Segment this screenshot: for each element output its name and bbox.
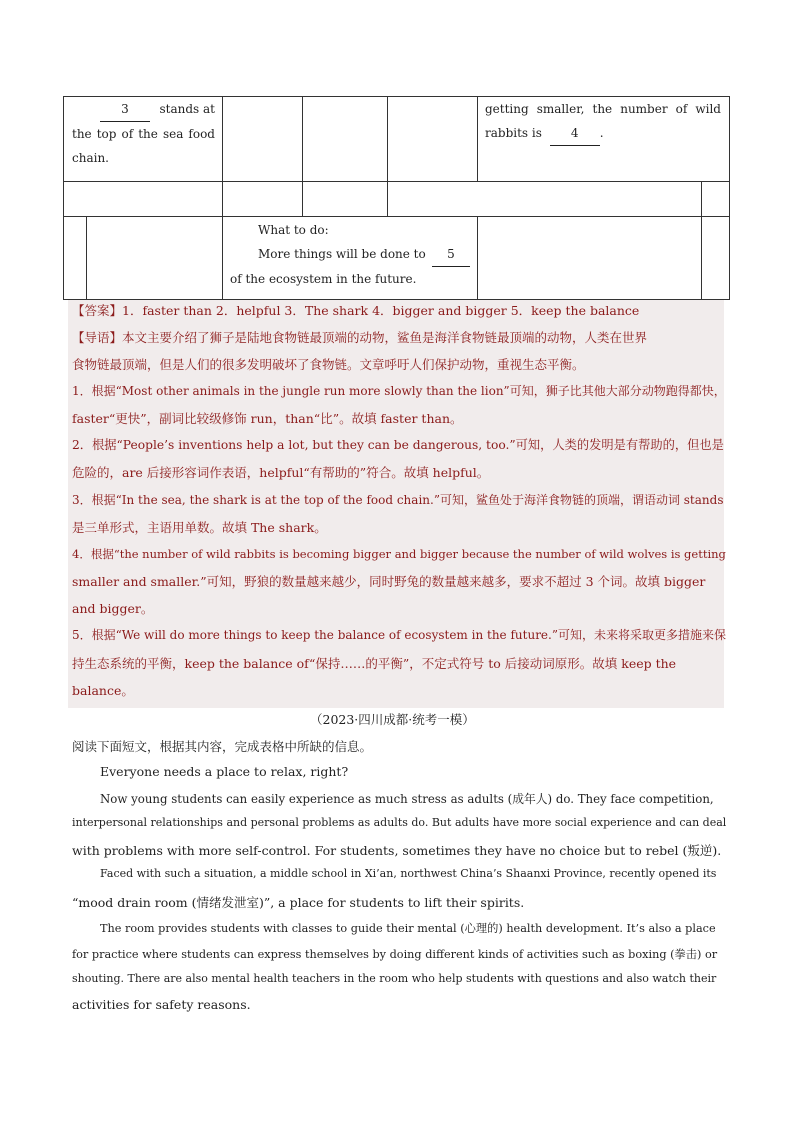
cell-text: More things will be done to bbox=[258, 247, 426, 261]
table-border bbox=[477, 216, 478, 300]
passage-line: “mood drain room (情绪发泄室)”, a place for students to lift their spirits. bbox=[72, 895, 525, 910]
answer-summary: 【答案】1．faster than 2．helpful 3．The shark 4．bigger and bigger 5．keep the balance bbox=[72, 303, 640, 318]
table-border bbox=[63, 216, 729, 217]
blank-5: 5 bbox=[432, 242, 470, 267]
passage-line: for practice where students can express themselves by doing different kinds of activities such as boxing (拳击) or bbox=[72, 948, 718, 961]
cell-text: the top of the sea food bbox=[72, 127, 215, 141]
cell-text: stands at bbox=[159, 102, 215, 116]
table-border bbox=[701, 181, 702, 217]
table-border bbox=[63, 96, 64, 300]
passage-line: activities for safety reasons. bbox=[72, 997, 251, 1012]
explanation-1: faster“更快”，副词比较级修饰 run，than“比”。故填 faster than。 bbox=[72, 411, 463, 426]
passage-line: interpersonal relationships and personal problems as adults do. But adults have more social experience and can deal bbox=[72, 816, 727, 829]
blank-3: 3 bbox=[100, 97, 150, 122]
table-cell-rabbits: getting smaller, the number of wild rabbits is 4 . bbox=[485, 97, 721, 146]
table-border bbox=[477, 96, 478, 181]
question-source: （2023·四川成都·统考一模） bbox=[310, 712, 475, 727]
guide-text: 【导语】本文主要介绍了狮子是陆地食物链最顶端的动物，鲨鱼是海洋食物链最顶端的动物，人类在世界 bbox=[72, 330, 648, 345]
explanation-2: 2．根据“People’s inventions help a lot, but they can be dangerous, too.”可知，人类的发明是有帮助的，但也是 bbox=[72, 438, 724, 452]
passage-line: with problems with more self-control. For students, sometimes they have no choice but to rebel (叛逆). bbox=[72, 843, 722, 858]
explanation-5: balance。 bbox=[72, 683, 134, 698]
explanation-3: 是三单形式，主语用单数。故填 The shark。 bbox=[72, 520, 327, 535]
explanation-5: 5．根据“We will do more things to keep the balance of ecosystem in the future.”可知，未来将采取更多措施来保 bbox=[72, 628, 726, 642]
table-border bbox=[387, 96, 388, 217]
passage-line: shouting. There are also mental health teachers in the room who help students with questions and also watch their bbox=[72, 972, 717, 985]
passage-line: Faced with such a situation, a middle school in Xi’an, northwest China’s Shaanxi Province, recently opened its bbox=[100, 867, 717, 880]
explanation-3: 3．根据“In the sea, the shark is at the top of the food chain.”可知，鲨鱼处于海洋食物链的顶端，谓语动词 stands bbox=[72, 493, 724, 507]
explanation-5: 持生态系统的平衡，keep the balance of“保持……的平衡”，不定式符号 to 后接动词原形。故填 keep the bbox=[72, 656, 677, 671]
table-border bbox=[729, 96, 730, 300]
table-border bbox=[302, 96, 303, 181]
cell-text: What to do: bbox=[258, 223, 329, 237]
question-instruction: 阅读下面短文，根据其内容，完成表格中所缺的信息。 bbox=[72, 739, 373, 754]
explanation-2: 危险的，are 后接形容词作表语，helpful“有帮助的”符合。故填 helpful。 bbox=[72, 465, 490, 480]
passage-line: The room provides students with classes to guide their mental (心理的) health development. It’s also a place bbox=[100, 922, 716, 935]
table-cell-top-of-sea bbox=[72, 97, 215, 170]
explanation-4: smaller and smaller.”可知，野狼的数量越来越少，同时野兔的数量越来越多，要求不超过 3 个词。故填 bigger bbox=[72, 574, 706, 589]
passage-line: Everyone needs a place to relax, right? bbox=[100, 764, 349, 779]
table-border bbox=[701, 216, 702, 300]
table-border bbox=[63, 181, 729, 182]
cell-text: chain. bbox=[72, 151, 109, 165]
explanation-4: and bigger。 bbox=[72, 601, 154, 616]
cell-text: rabbits is bbox=[485, 126, 542, 140]
cell-text: of the ecosystem in the future. bbox=[230, 272, 417, 286]
cell-text: getting smaller, the number of wild bbox=[485, 102, 721, 116]
blank-4: 4 bbox=[550, 121, 600, 146]
info-table bbox=[0, 0, 794, 300]
table-border bbox=[302, 181, 303, 217]
explanation-1: 1．根据“Most other animals in the jungle run more slowly than the lion”可知，狮子比其他大部分动物跑得都快， bbox=[72, 384, 726, 398]
table-border bbox=[86, 216, 87, 300]
guide-text: 食物链最顶端，但是人们的很多发明破坏了食物链。文章呼吁人们保护动物，重视生态平衡。 bbox=[72, 357, 585, 372]
table-border bbox=[222, 216, 223, 300]
table-cell-what-to-do bbox=[230, 218, 470, 291]
passage-line: Now young students can easily experience as much stress as adults (成年人) do. They face competition, bbox=[100, 792, 714, 806]
explanation-4: 4．根据“the number of wild rabbits is becoming bigger and bigger because the number of wild wolves is getting bbox=[72, 547, 726, 561]
table-border bbox=[222, 96, 223, 217]
